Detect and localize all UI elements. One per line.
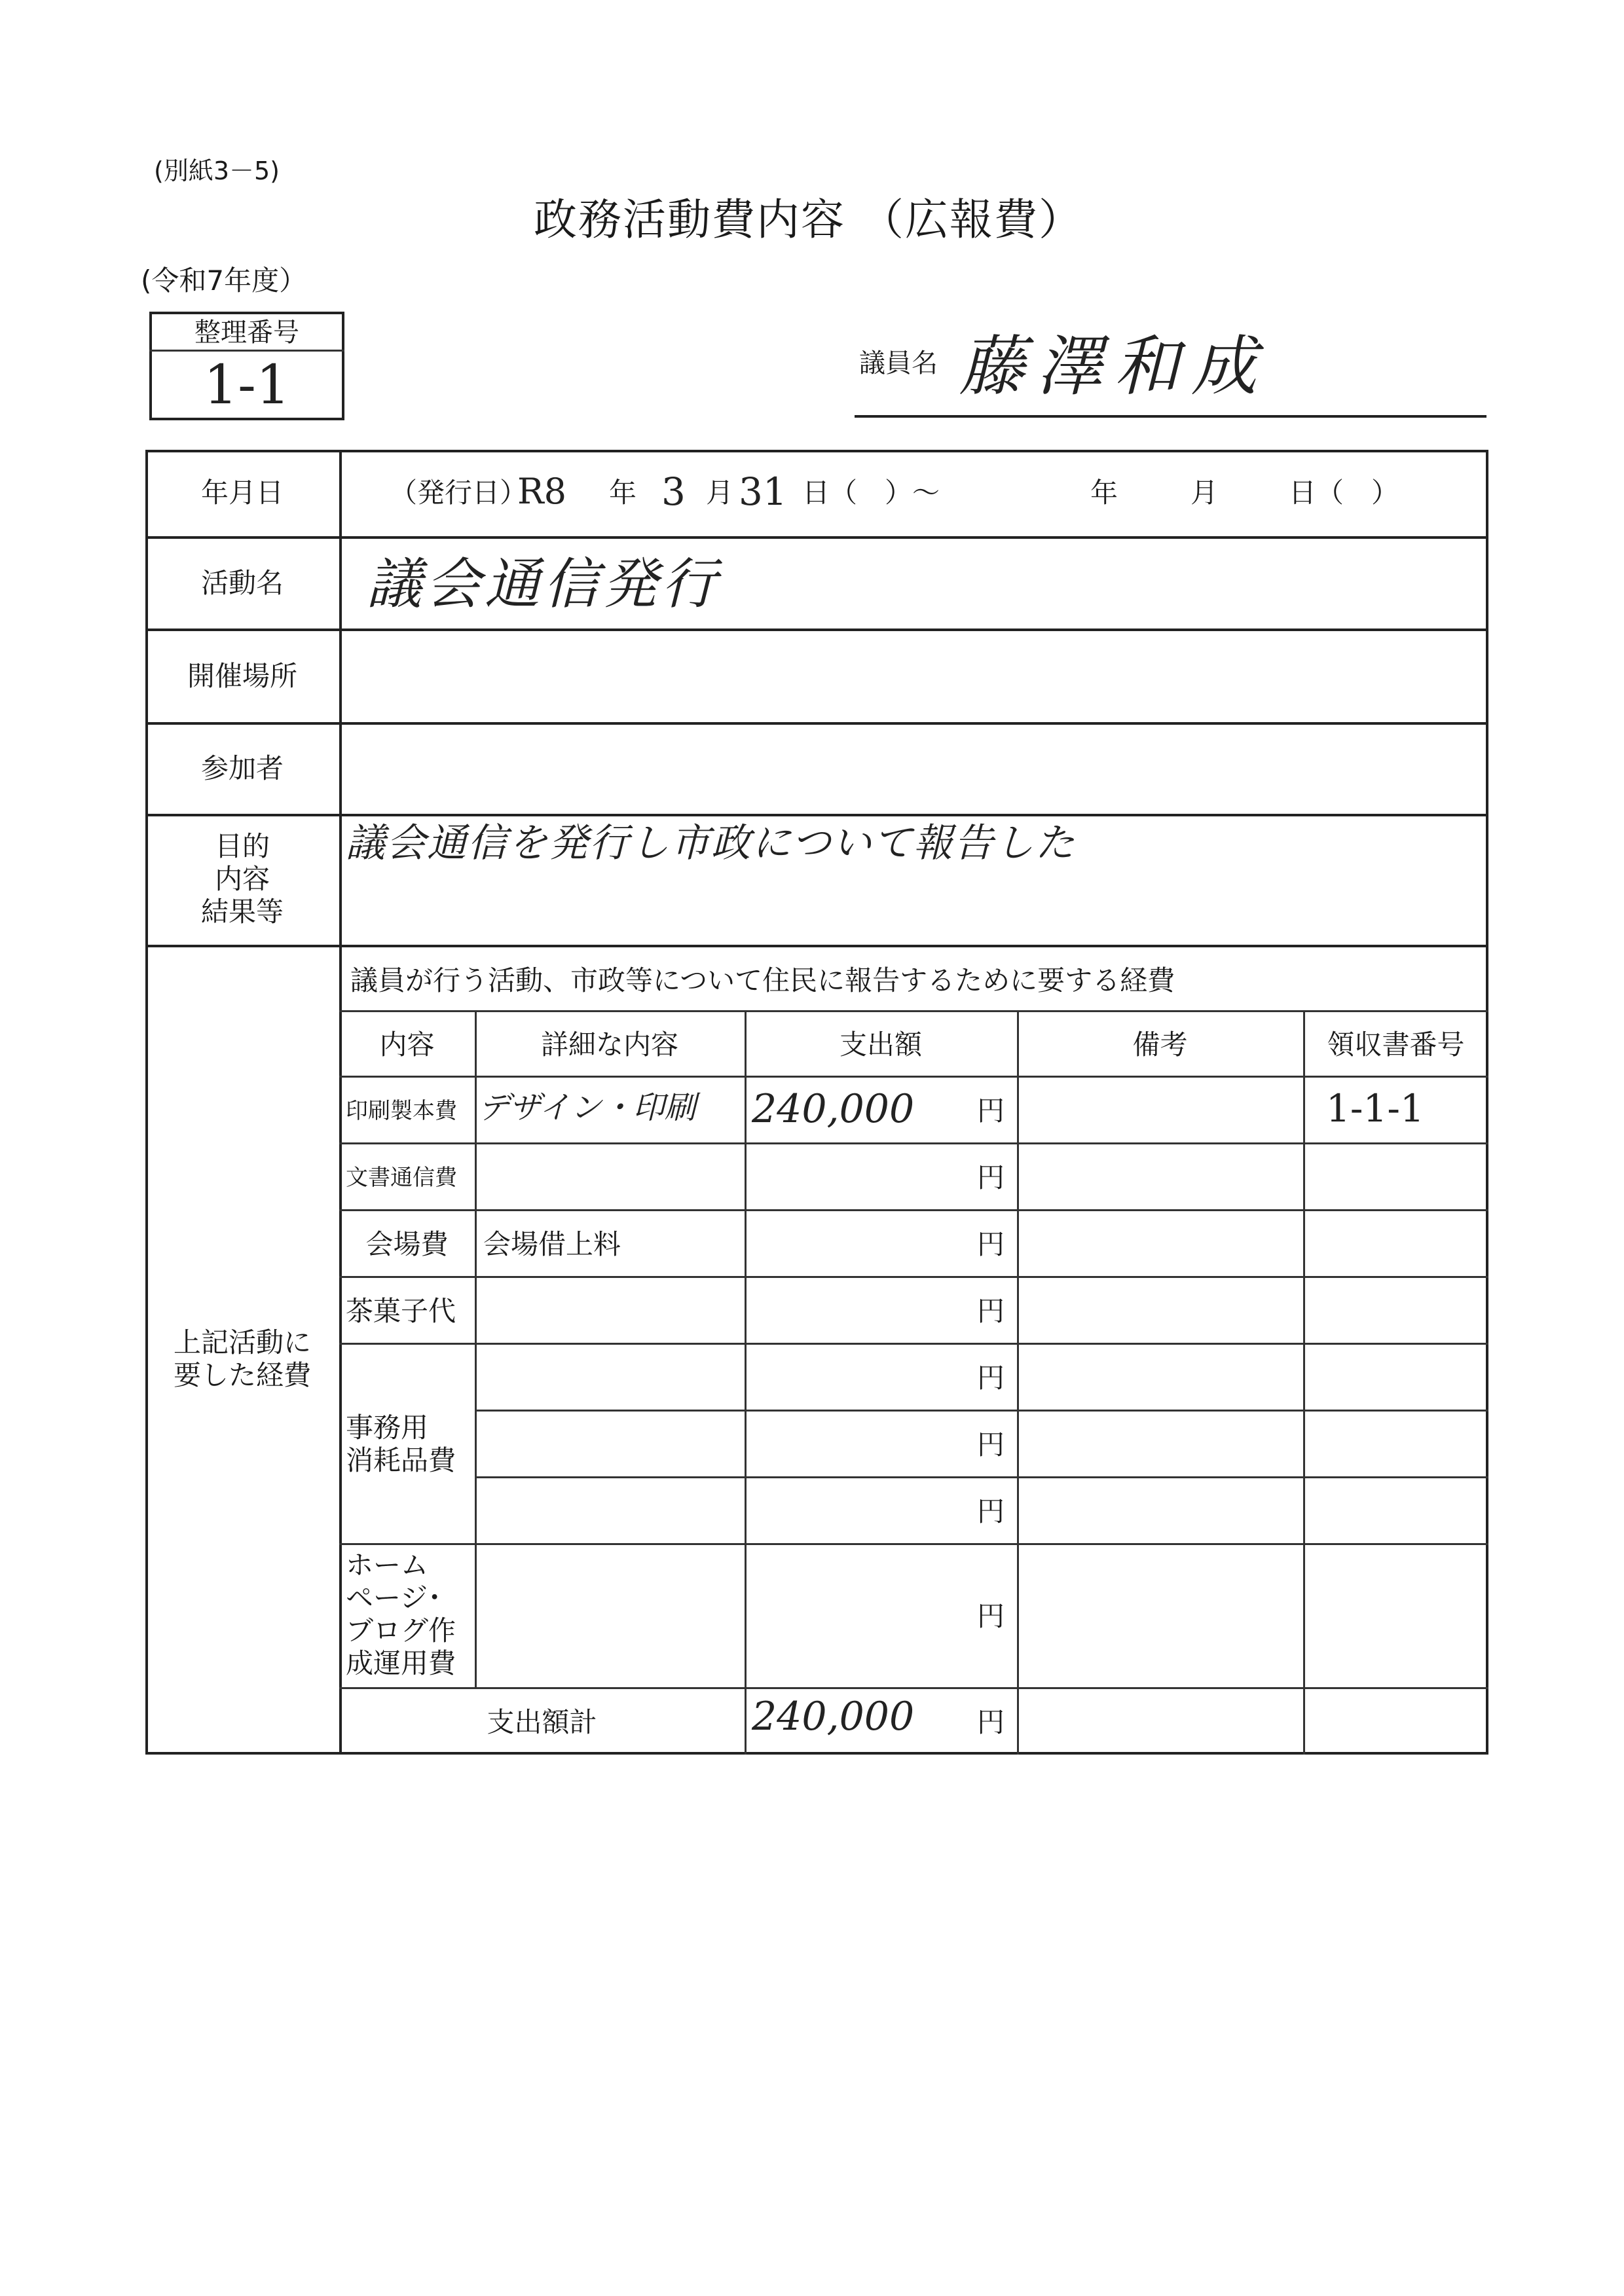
expense-detail-printing: デザイン・印刷 xyxy=(478,1089,696,1126)
row-divider-purpose xyxy=(145,945,1488,947)
end-date-day-char: 日（ ） xyxy=(1289,477,1399,509)
row-divider-activity xyxy=(145,629,1488,631)
venue-label: 開催場所 xyxy=(187,660,297,692)
receipt-number-printing: 1-1-1 xyxy=(1326,1086,1424,1131)
col-header-note: 備考 xyxy=(1132,1029,1188,1061)
issue-date-era: R8 xyxy=(517,471,567,512)
expense-col-amount-divider xyxy=(1017,1010,1019,1755)
ref-box-divider xyxy=(149,350,344,352)
col-header-item: 内容 xyxy=(379,1029,435,1061)
expense-description: 議員が行う活動、市政等について住民に報告するために要する経費 xyxy=(350,964,1175,996)
expense-item-printing: 印刷製本費 xyxy=(346,1098,457,1124)
member-name-label: 議員名 xyxy=(859,348,938,378)
total-amount: 240,000 xyxy=(752,1694,915,1740)
yen-row5: 円 xyxy=(977,1362,1005,1394)
expense-row4-divider xyxy=(339,1343,1488,1345)
expense-label-line1: 上記活動に xyxy=(173,1326,311,1358)
expense-desc-divider xyxy=(339,1010,1488,1012)
row-divider-date xyxy=(145,536,1488,539)
expense-row5-divider xyxy=(475,1410,1488,1412)
purpose-label-line3: 結果等 xyxy=(200,896,284,928)
yen-row2: 円 xyxy=(977,1161,1005,1194)
end-date-year-char: 年 xyxy=(1090,477,1118,509)
expense-col-note-divider xyxy=(1303,1010,1305,1755)
expense-item-web-line4: 成運用費 xyxy=(346,1647,456,1679)
expense-item-web-line2: ページ･ xyxy=(346,1582,442,1614)
issue-date-year-char: 年 xyxy=(609,477,637,509)
col-header-detail: 詳細な内容 xyxy=(540,1029,678,1061)
expense-item-venue: 会場費 xyxy=(365,1228,449,1260)
yen-row4: 円 xyxy=(977,1295,1005,1327)
purpose-value: 議会通信を発行し市政について報告した xyxy=(346,820,1076,866)
member-name-handwritten: 藤澤和成 xyxy=(959,328,1268,405)
date-label: 年月日 xyxy=(200,477,284,509)
col-header-amount: 支出額 xyxy=(839,1029,922,1061)
expense-row7-divider xyxy=(339,1543,1488,1545)
purpose-label-line2: 内容 xyxy=(214,863,270,895)
fiscal-year: (令和7年度） xyxy=(141,264,307,297)
yen-row3: 円 xyxy=(977,1228,1005,1260)
issue-date-prefix: （発行日） xyxy=(390,477,528,509)
yen-row7: 円 xyxy=(977,1495,1005,1527)
end-date-month-char: 月 xyxy=(1190,477,1219,509)
expense-row1-divider xyxy=(339,1142,1488,1144)
expense-item-web-line1: ホーム xyxy=(346,1549,429,1581)
purpose-label-line1: 目的 xyxy=(214,830,270,862)
row-divider-venue xyxy=(145,722,1488,725)
attachment-number: (別紙3－5) xyxy=(154,156,280,185)
ref-number-value: 1-1 xyxy=(203,354,291,416)
expense-row6-divider xyxy=(475,1476,1488,1478)
col-header-receipt: 領収書番号 xyxy=(1327,1029,1465,1061)
expense-item-refreshments: 茶菓子代 xyxy=(346,1295,456,1327)
activity-name-label: 活動名 xyxy=(200,567,284,599)
expense-row3-divider xyxy=(339,1276,1488,1278)
expense-header-divider xyxy=(339,1076,1488,1078)
issue-date-day: 31 xyxy=(739,469,787,514)
expense-amount-printing: 240,000 xyxy=(752,1086,915,1132)
issue-date-day-char: 日（ ）～ xyxy=(802,477,940,509)
yen-row6: 円 xyxy=(977,1429,1005,1461)
row-divider-participants xyxy=(145,814,1488,816)
expense-detail-venue: 会場借上料 xyxy=(483,1228,621,1260)
expense-item-web-line3: ブログ作 xyxy=(346,1614,456,1647)
participants-label: 参加者 xyxy=(200,752,284,784)
yen-row8: 円 xyxy=(977,1600,1005,1632)
activity-name-value: 議会通信発行 xyxy=(367,552,721,616)
yen-total: 円 xyxy=(977,1706,1005,1738)
label-column-divider xyxy=(339,450,342,1755)
issue-date-month-char: 月 xyxy=(706,477,734,509)
expense-label-line2: 要した経費 xyxy=(173,1359,311,1391)
expense-col-item-divider xyxy=(475,1010,477,1687)
yen-row1: 円 xyxy=(977,1095,1005,1127)
expense-row8-divider xyxy=(339,1687,1488,1689)
expense-row2-divider xyxy=(339,1209,1488,1211)
total-label: 支出額計 xyxy=(487,1706,597,1738)
expense-item-office-line1: 事務用 xyxy=(346,1412,429,1444)
expense-item-office-line2: 消耗品費 xyxy=(346,1444,456,1476)
expense-col-detail-divider xyxy=(745,1010,747,1755)
issue-date-month: 3 xyxy=(661,469,686,514)
page-title: 政務活動費内容 （広報費） xyxy=(534,194,1083,245)
expense-item-postage: 文書通信費 xyxy=(346,1165,457,1191)
ref-number-label: 整理番号 xyxy=(194,318,299,348)
member-name-underline xyxy=(855,415,1486,418)
